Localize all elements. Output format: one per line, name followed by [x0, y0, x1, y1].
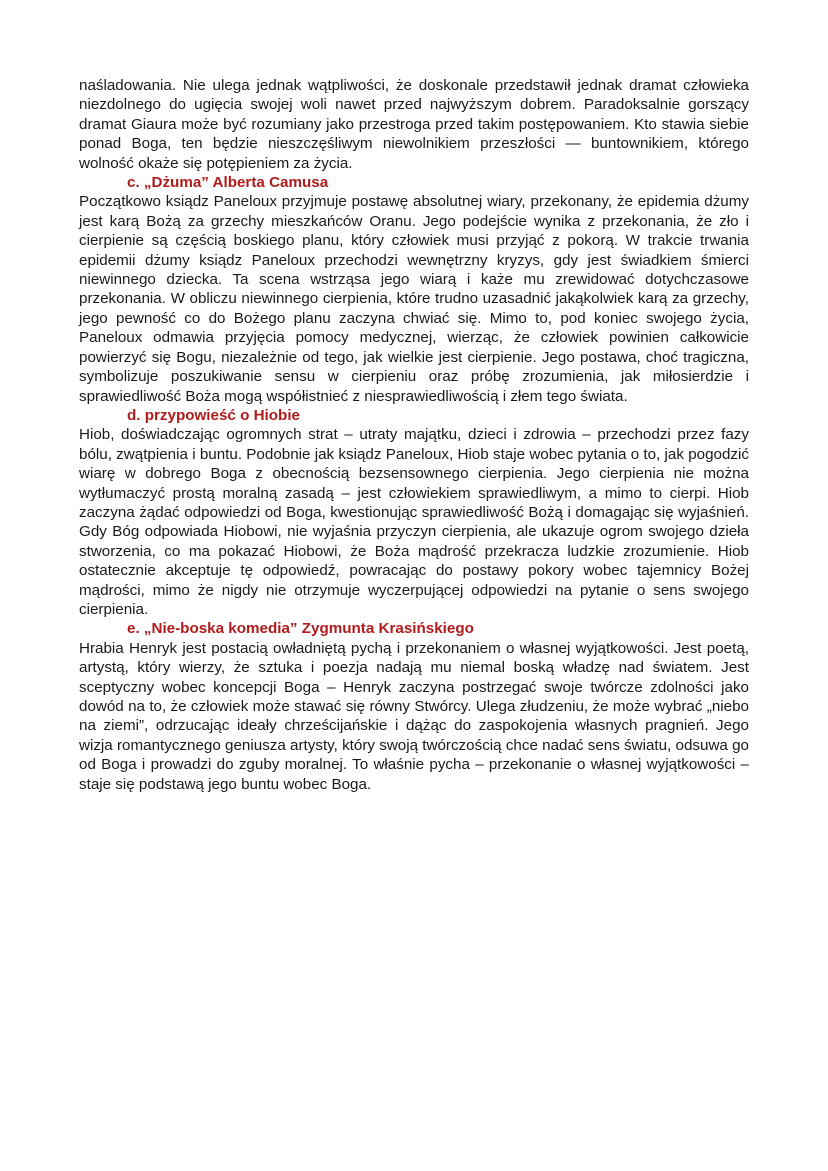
section-body-hiob: Hiob, doświadczając ogromnych strat – utraty majątku, dzieci i zdrowia – przechodzi przez fazy bólu, zwątpienia i buntu. Podobnie jak ksiądz Paneloux, Hiob staje wobec pytania o to, jak pogodzić wiarę w dobrego Boga z obecnością bezsensownego cierpienia. Jego cierpienia nie można wytłumaczyć prostą moralną zasadą – jest człowiekiem sprawiedliwym, a mimo to cierpi. Hiob zaczyna żądać odpowiedzi od Boga, kwestionując sprawiedliwość Bożą i domagając się wyjaśnień. Gdy Bóg odpowiada Hiobowi, nie wyjaśnia przyczyn cierpienia, ale ukazuje ogrom swojego dzieła stworzenia, co ma pokazać Hiobowi, że Boża mądrość przekracza ludzkie zrozumienie. Hiob ostatecznie akceptuje tę odpowiedź, powracając do postawy pokory wobec tajemnicy Bożej mądrości, mimo że nigdy nie otrzymuje wyczerpującej odpowiedzi na pytanie o sens swojego cierpienia. [79, 426, 749, 618]
section-heading-nie-boska-komedia: e. „Nie-boska komedia” Zygmunta Krasińskiego [127, 620, 474, 638]
intro-paragraph: naśladowania. Nie ulega jednak wątpliwości, że doskonale przedstawił jednak dramat człowieka niezdolnego do ugięcia swojej woli nawet przed najwyższym dobrem. Paradoksalnie gorszący dramat Giaura może być rozumiany jako przestroga przed takim postępowaniem. Kto stawia siebie ponad Boga, ten będzie nieszczęśliwym niewolnikiem przeszłości — buntownikiem, którego wolność okaże się potępieniem za życia. [79, 77, 749, 172]
section-heading-hiob: d. przypowieść o Hiobie [127, 406, 300, 424]
section-hiob [79, 406, 749, 619]
section-body-dzuma: Początkowo ksiądz Paneloux przyjmuje postawę absolutnej wiary, przekonany, że epidemia dżumy jest karą Bożą za grzechy mieszkańców Oranu. Jego podejście wynika z przekonania, że zło i cierpienie są częścią boskiego planu, który człowiek musi przyjąć z pokorą. W trakcie trwania epidemii dżumy ksiądz Paneloux przechodzi wewnętrzny kryzys, gdy jest świadkiem śmierci niewinnego dziecka. Ta scena wstrząsa jego wiarą i każe mu zrewidować dotychczasowe przekonania. W obliczu niewinnego cierpienia, które trudno uzasadnić jakąkolwiek karą za grzechy, jego pewność co do Bożego planu zaczyna chwiać się. Mimo to, pod koniec swojego życia, Paneloux odmawia przyjęcia pomocy medycznej, wierząc, że człowiek powinien całkowicie powierzyć się Bogu, niezależnie od tego, jak wielkie jest cierpienie. Jego postawa, choć tragiczna, symbolizuje poszukiwanie sensu w cierpieniu oraz próbę zrozumienia, jak miłosierdzie i sprawiedliwość Boża mogą współistnieć z niesprawiedliwością i złem tego świata. [79, 193, 749, 405]
section-heading-dzuma: c. „Dżuma” Alberta Camusa [127, 174, 329, 192]
document-page [79, 76, 749, 794]
section-dzuma [79, 173, 749, 406]
section-nie-boska-komedia [79, 619, 749, 794]
section-body-nie-boska-komedia: Hrabia Henryk jest postacią owładniętą pychą i przekonaniem o własnej wyjątkowości. Jest poetą, artystą, który wierzy, że sztuka i poezja nadają mu niemal boską władzę nad światem. Jest sceptyczny wobec koncepcji Boga – Henryk zaczyna postrzegać swoje twórcze zdolności jako dowód na to, że człowiek może stawać się równy Stwórcy. Ulega złudzeniu, że może wybrać „niebo na ziemi”, odrzucając ideały chrześcijańskie i dążąc do zaspokojenia własnych pragnień. Jego wizja romantycznego geniusza artysty, który swoją twórczością chce nadać sens światu, odsuwa go od Boga i prowadzi do zguby moralnej. To właśnie pycha – przekonanie o własnej wyjątkowości – staje się podstawą jego buntu wobec Boga. [79, 639, 749, 793]
